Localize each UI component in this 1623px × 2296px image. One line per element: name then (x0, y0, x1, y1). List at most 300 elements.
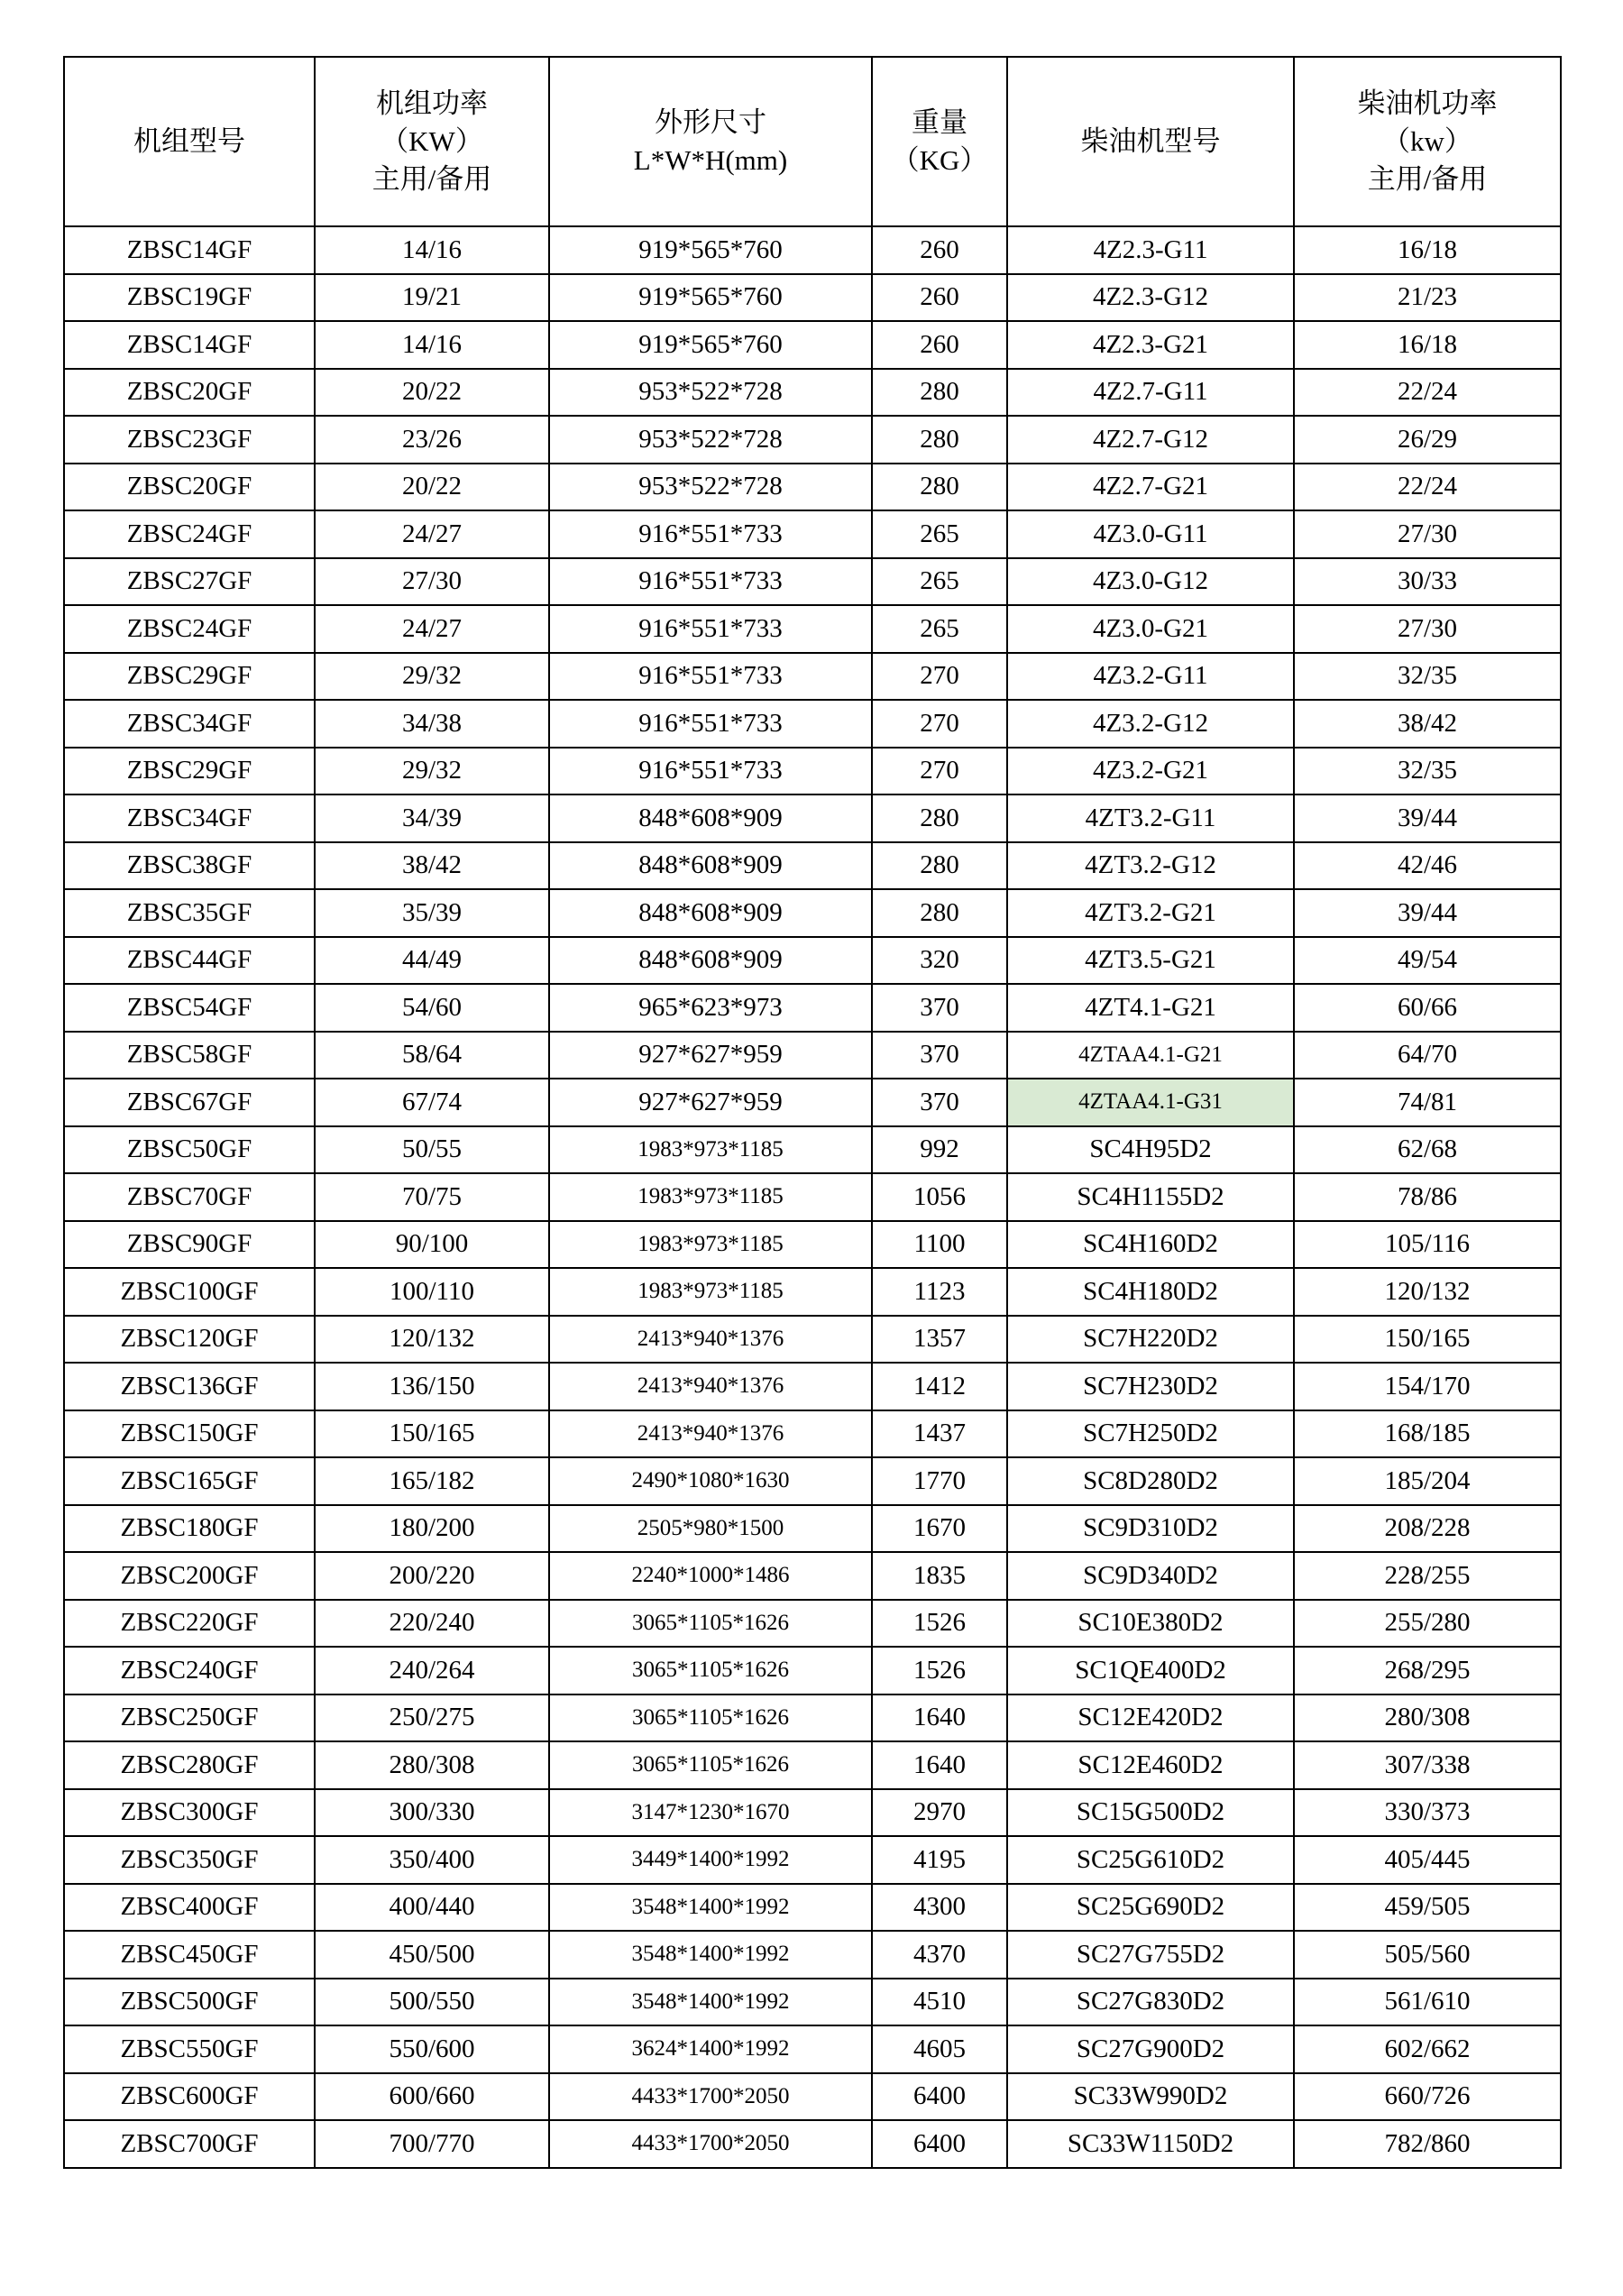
cell-r34-c5: 405/445 (1294, 1836, 1561, 1884)
cell-r20-c5: 78/86 (1294, 1173, 1561, 1221)
cell-r7-c3: 265 (872, 558, 1007, 606)
cell-r3-c3: 280 (872, 369, 1007, 417)
cell-r9-c4: 4Z3.2-G11 (1007, 653, 1294, 701)
cell-r19-c3: 992 (872, 1126, 1007, 1174)
cell-r8-c4: 4Z3.0-G21 (1007, 605, 1294, 653)
cell-r31-c4: SC12E420D2 (1007, 1694, 1294, 1742)
cell-r26-c4: SC8D280D2 (1007, 1457, 1294, 1505)
cell-r17-c5: 64/70 (1294, 1032, 1561, 1079)
cell-r39-c5: 660/726 (1294, 2073, 1561, 2121)
cell-r1-c3: 260 (872, 274, 1007, 322)
cell-r10-c4: 4Z3.2-G12 (1007, 700, 1294, 748)
cell-r32-c5: 307/338 (1294, 1741, 1561, 1789)
cell-r14-c1: 35/39 (315, 889, 549, 937)
cell-r2-c4: 4Z2.3-G21 (1007, 321, 1294, 369)
cell-r28-c1: 200/220 (315, 1552, 549, 1600)
table-row (64, 1836, 1561, 1884)
cell-r32-c2: 3065*1105*1626 (549, 1741, 872, 1789)
cell-r7-c1: 27/30 (315, 558, 549, 606)
cell-r29-c2: 3065*1105*1626 (549, 1600, 872, 1648)
cell-r14-c4: 4ZT3.2-G21 (1007, 889, 1294, 937)
cell-r18-c2: 927*627*959 (549, 1079, 872, 1126)
cell-r7-c0: ZBSC27GF (64, 558, 315, 606)
table-row (64, 1979, 1561, 2026)
cell-r38-c3: 4605 (872, 2025, 1007, 2073)
table-row (64, 1126, 1561, 1174)
cell-r23-c1: 120/132 (315, 1316, 549, 1364)
cell-r11-c3: 270 (872, 748, 1007, 795)
cell-r26-c5: 185/204 (1294, 1457, 1561, 1505)
table-row (64, 937, 1561, 985)
table-row (64, 842, 1561, 890)
cell-r19-c0: ZBSC50GF (64, 1126, 315, 1174)
cell-r25-c5: 168/185 (1294, 1410, 1561, 1458)
cell-r16-c1: 54/60 (315, 984, 549, 1032)
cell-r0-c2: 919*565*760 (549, 226, 872, 274)
column-header-0 (64, 57, 315, 226)
table-row (64, 1600, 1561, 1648)
cell-r33-c3: 2970 (872, 1789, 1007, 1837)
cell-r24-c3: 1412 (872, 1363, 1007, 1410)
table-row (64, 274, 1561, 322)
cell-r10-c2: 916*551*733 (549, 700, 872, 748)
cell-r39-c2: 4433*1700*2050 (549, 2073, 872, 2121)
cell-r21-c2: 1983*973*1185 (549, 1221, 872, 1269)
cell-r6-c2: 916*551*733 (549, 510, 872, 558)
cell-r20-c4: SC4H1155D2 (1007, 1173, 1294, 1221)
cell-r34-c4: SC25G610D2 (1007, 1836, 1294, 1884)
cell-r34-c2: 3449*1400*1992 (549, 1836, 872, 1884)
cell-r7-c5: 30/33 (1294, 558, 1561, 606)
cell-r27-c5: 208/228 (1294, 1505, 1561, 1553)
cell-r10-c1: 34/38 (315, 700, 549, 748)
cell-r1-c4: 4Z2.3-G12 (1007, 274, 1294, 322)
cell-r17-c0: ZBSC58GF (64, 1032, 315, 1079)
table-row (64, 605, 1561, 653)
cell-r28-c0: ZBSC200GF (64, 1552, 315, 1600)
table-row (64, 1410, 1561, 1458)
cell-r39-c1: 600/660 (315, 2073, 549, 2121)
cell-r31-c1: 250/275 (315, 1694, 549, 1742)
cell-r13-c5: 42/46 (1294, 842, 1561, 890)
cell-r12-c0: ZBSC34GF (64, 794, 315, 842)
cell-r2-c0: ZBSC14GF (64, 321, 315, 369)
cell-r5-c2: 953*522*728 (549, 464, 872, 511)
cell-r13-c1: 38/42 (315, 842, 549, 890)
cell-r28-c5: 228/255 (1294, 1552, 1561, 1600)
cell-r13-c0: ZBSC38GF (64, 842, 315, 890)
cell-r23-c4: SC7H220D2 (1007, 1316, 1294, 1364)
cell-r4-c2: 953*522*728 (549, 416, 872, 464)
cell-r33-c5: 330/373 (1294, 1789, 1561, 1837)
cell-r24-c2: 2413*940*1376 (549, 1363, 872, 1410)
table-body (64, 226, 1561, 2168)
table-row (64, 1741, 1561, 1789)
cell-r22-c5: 120/132 (1294, 1268, 1561, 1316)
cell-r33-c1: 300/330 (315, 1789, 549, 1837)
cell-r25-c2: 2413*940*1376 (549, 1410, 872, 1458)
cell-r14-c3: 280 (872, 889, 1007, 937)
cell-r6-c1: 24/27 (315, 510, 549, 558)
cell-r17-c2: 927*627*959 (549, 1032, 872, 1079)
table-row (64, 464, 1561, 511)
cell-r20-c0: ZBSC70GF (64, 1173, 315, 1221)
cell-r11-c4: 4Z3.2-G21 (1007, 748, 1294, 795)
table-row (64, 1363, 1561, 1410)
cell-r16-c4: 4ZT4.1-G21 (1007, 984, 1294, 1032)
cell-r14-c5: 39/44 (1294, 889, 1561, 937)
cell-r2-c2: 919*565*760 (549, 321, 872, 369)
cell-r18-c0: ZBSC67GF (64, 1079, 315, 1126)
table-row (64, 889, 1561, 937)
cell-r24-c4: SC7H230D2 (1007, 1363, 1294, 1410)
cell-r29-c4: SC10E380D2 (1007, 1600, 1294, 1648)
cell-r37-c3: 4510 (872, 1979, 1007, 2026)
cell-r6-c4: 4Z3.0-G11 (1007, 510, 1294, 558)
cell-r25-c4: SC7H250D2 (1007, 1410, 1294, 1458)
cell-r32-c0: ZBSC280GF (64, 1741, 315, 1789)
cell-r8-c0: ZBSC24GF (64, 605, 315, 653)
cell-r1-c1: 19/21 (315, 274, 549, 322)
cell-r4-c4: 4Z2.7-G12 (1007, 416, 1294, 464)
cell-r36-c1: 450/500 (315, 1931, 549, 1979)
cell-r13-c4: 4ZT3.2-G12 (1007, 842, 1294, 890)
column-header-line: （KW） (381, 125, 483, 158)
cell-r37-c2: 3548*1400*1992 (549, 1979, 872, 2026)
cell-r39-c3: 6400 (872, 2073, 1007, 2121)
column-header-line: （KG） (891, 144, 988, 176)
cell-r10-c0: ZBSC34GF (64, 700, 315, 748)
cell-r34-c3: 4195 (872, 1836, 1007, 1884)
column-header-line: L*W*H(mm) (633, 144, 788, 176)
generator-spec-table (63, 56, 1562, 2169)
cell-r30-c0: ZBSC240GF (64, 1647, 315, 1694)
cell-r21-c5: 105/116 (1294, 1221, 1561, 1269)
cell-r4-c0: ZBSC23GF (64, 416, 315, 464)
cell-r30-c2: 3065*1105*1626 (549, 1647, 872, 1694)
cell-r15-c2: 848*608*909 (549, 937, 872, 985)
cell-r16-c0: ZBSC54GF (64, 984, 315, 1032)
cell-r19-c4: SC4H95D2 (1007, 1126, 1294, 1174)
cell-r24-c1: 136/150 (315, 1363, 549, 1410)
cell-r10-c3: 270 (872, 700, 1007, 748)
table-row (64, 510, 1561, 558)
table-row (64, 1079, 1561, 1126)
cell-r9-c1: 29/32 (315, 653, 549, 701)
cell-r12-c3: 280 (872, 794, 1007, 842)
cell-r0-c4: 4Z2.3-G11 (1007, 226, 1294, 274)
column-header-3 (872, 57, 1007, 226)
table-row (64, 1931, 1561, 1979)
cell-r9-c5: 32/35 (1294, 653, 1561, 701)
table-row (64, 1789, 1561, 1837)
cell-r35-c2: 3548*1400*1992 (549, 1884, 872, 1932)
cell-r20-c3: 1056 (872, 1173, 1007, 1221)
cell-r16-c3: 370 (872, 984, 1007, 1032)
table-row (64, 558, 1561, 606)
cell-r35-c5: 459/505 (1294, 1884, 1561, 1932)
cell-r11-c5: 32/35 (1294, 748, 1561, 795)
table-row (64, 1505, 1561, 1553)
cell-r1-c2: 919*565*760 (549, 274, 872, 322)
cell-r23-c5: 150/165 (1294, 1316, 1561, 1364)
cell-r4-c1: 23/26 (315, 416, 549, 464)
cell-r18-c3: 370 (872, 1079, 1007, 1126)
cell-r9-c0: ZBSC29GF (64, 653, 315, 701)
cell-r36-c2: 3548*1400*1992 (549, 1931, 872, 1979)
cell-r30-c3: 1526 (872, 1647, 1007, 1694)
cell-r36-c4: SC27G755D2 (1007, 1931, 1294, 1979)
cell-r4-c3: 280 (872, 416, 1007, 464)
cell-r5-c3: 280 (872, 464, 1007, 511)
cell-r34-c0: ZBSC350GF (64, 1836, 315, 1884)
cell-r33-c4: SC15G500D2 (1007, 1789, 1294, 1837)
cell-r37-c5: 561/610 (1294, 1979, 1561, 2026)
cell-r35-c0: ZBSC400GF (64, 1884, 315, 1932)
cell-highlighted: 4ZTAA4.1-G31 (1007, 1079, 1294, 1126)
cell-r16-c2: 965*623*973 (549, 984, 872, 1032)
cell-r37-c1: 500/550 (315, 1979, 549, 2026)
cell-r5-c5: 22/24 (1294, 464, 1561, 511)
cell-r14-c0: ZBSC35GF (64, 889, 315, 937)
table-row (64, 1884, 1561, 1932)
cell-r22-c0: ZBSC100GF (64, 1268, 315, 1316)
column-header-2 (549, 57, 872, 226)
cell-r24-c5: 154/170 (1294, 1363, 1561, 1410)
cell-r36-c3: 4370 (872, 1931, 1007, 1979)
cell-r7-c2: 916*551*733 (549, 558, 872, 606)
cell-r17-c4: 4ZTAA4.1-G21 (1007, 1032, 1294, 1079)
cell-r28-c2: 2240*1000*1486 (549, 1552, 872, 1600)
cell-r9-c3: 270 (872, 653, 1007, 701)
cell-r21-c4: SC4H160D2 (1007, 1221, 1294, 1269)
cell-r22-c1: 100/110 (315, 1268, 549, 1316)
column-header-line: （kw） (1382, 125, 1472, 158)
cell-r38-c1: 550/600 (315, 2025, 549, 2073)
column-header-line: 重量 (912, 106, 967, 139)
cell-r35-c3: 4300 (872, 1884, 1007, 1932)
cell-r34-c1: 350/400 (315, 1836, 549, 1884)
cell-r35-c1: 400/440 (315, 1884, 549, 1932)
cell-r2-c1: 14/16 (315, 321, 549, 369)
cell-r16-c5: 60/66 (1294, 984, 1561, 1032)
column-header-line: 机组功率 (376, 87, 488, 120)
cell-r27-c1: 180/200 (315, 1505, 549, 1553)
column-header-5 (1294, 57, 1561, 226)
cell-r40-c1: 700/770 (315, 2120, 549, 2168)
cell-r36-c0: ZBSC450GF (64, 1931, 315, 1979)
cell-r6-c3: 265 (872, 510, 1007, 558)
table-row (64, 2120, 1561, 2168)
cell-r15-c4: 4ZT3.5-G21 (1007, 937, 1294, 985)
table-row (64, 1173, 1561, 1221)
cell-r2-c5: 16/18 (1294, 321, 1561, 369)
cell-r7-c4: 4Z3.0-G12 (1007, 558, 1294, 606)
cell-r3-c0: ZBSC20GF (64, 369, 315, 417)
cell-r21-c1: 90/100 (315, 1221, 549, 1269)
cell-r40-c0: ZBSC700GF (64, 2120, 315, 2168)
cell-r22-c3: 1123 (872, 1268, 1007, 1316)
cell-r12-c5: 39/44 (1294, 794, 1561, 842)
table-row (64, 1032, 1561, 1079)
cell-r38-c4: SC27G900D2 (1007, 2025, 1294, 2073)
column-header-line: 外形尺寸 (655, 106, 766, 139)
cell-r18-c1: 67/74 (315, 1079, 549, 1126)
cell-r19-c5: 62/68 (1294, 1126, 1561, 1174)
cell-r30-c4: SC1QE400D2 (1007, 1647, 1294, 1694)
cell-r18-c5: 74/81 (1294, 1079, 1561, 1126)
cell-r15-c0: ZBSC44GF (64, 937, 315, 985)
cell-r10-c5: 38/42 (1294, 700, 1561, 748)
cell-r28-c4: SC9D340D2 (1007, 1552, 1294, 1600)
cell-r27-c4: SC9D310D2 (1007, 1505, 1294, 1553)
cell-r38-c0: ZBSC550GF (64, 2025, 315, 2073)
cell-r33-c0: ZBSC300GF (64, 1789, 315, 1837)
column-header-line: 机组型号 (133, 125, 245, 158)
cell-r37-c0: ZBSC500GF (64, 1979, 315, 2026)
cell-r0-c1: 14/16 (315, 226, 549, 274)
cell-r6-c0: ZBSC24GF (64, 510, 315, 558)
cell-r40-c5: 782/860 (1294, 2120, 1561, 2168)
cell-r27-c3: 1670 (872, 1505, 1007, 1553)
cell-r17-c1: 58/64 (315, 1032, 549, 1079)
cell-r39-c0: ZBSC600GF (64, 2073, 315, 2121)
cell-r23-c0: ZBSC120GF (64, 1316, 315, 1364)
cell-r27-c0: ZBSC180GF (64, 1505, 315, 1553)
cell-r12-c1: 34/39 (315, 794, 549, 842)
cell-r0-c3: 260 (872, 226, 1007, 274)
cell-r13-c2: 848*608*909 (549, 842, 872, 890)
cell-r27-c2: 2505*980*1500 (549, 1505, 872, 1553)
column-header-line: 主用/备用 (1367, 162, 1488, 195)
cell-r38-c2: 3624*1400*1992 (549, 2025, 872, 2073)
column-header-1 (315, 57, 549, 226)
cell-r35-c4: SC25G690D2 (1007, 1884, 1294, 1932)
cell-r3-c2: 953*522*728 (549, 369, 872, 417)
table-row (64, 1552, 1561, 1600)
cell-r25-c1: 150/165 (315, 1410, 549, 1458)
cell-r21-c0: ZBSC90GF (64, 1221, 315, 1269)
cell-r40-c3: 6400 (872, 2120, 1007, 2168)
column-header-4 (1007, 57, 1294, 226)
cell-r31-c3: 1640 (872, 1694, 1007, 1742)
cell-r24-c0: ZBSC136GF (64, 1363, 315, 1410)
cell-r28-c3: 1835 (872, 1552, 1007, 1600)
cell-r11-c0: ZBSC29GF (64, 748, 315, 795)
cell-r5-c4: 4Z2.7-G21 (1007, 464, 1294, 511)
cell-r6-c5: 27/30 (1294, 510, 1561, 558)
cell-r32-c1: 280/308 (315, 1741, 549, 1789)
cell-r8-c5: 27/30 (1294, 605, 1561, 653)
table-row (64, 700, 1561, 748)
cell-r1-c0: ZBSC19GF (64, 274, 315, 322)
table-row (64, 226, 1561, 274)
table-row (64, 1694, 1561, 1742)
cell-r29-c0: ZBSC220GF (64, 1600, 315, 1648)
cell-r23-c3: 1357 (872, 1316, 1007, 1364)
cell-r31-c0: ZBSC250GF (64, 1694, 315, 1742)
cell-r31-c5: 280/308 (1294, 1694, 1561, 1742)
header-row (64, 57, 1561, 226)
cell-r15-c3: 320 (872, 937, 1007, 985)
cell-r20-c2: 1983*973*1185 (549, 1173, 872, 1221)
cell-r32-c3: 1640 (872, 1741, 1007, 1789)
table-row (64, 748, 1561, 795)
cell-r13-c3: 280 (872, 842, 1007, 890)
cell-r0-c5: 16/18 (1294, 226, 1561, 274)
cell-r19-c2: 1983*973*1185 (549, 1126, 872, 1174)
cell-r39-c4: SC33W990D2 (1007, 2073, 1294, 2121)
table-row (64, 1268, 1561, 1316)
cell-r3-c5: 22/24 (1294, 369, 1561, 417)
table-row (64, 2073, 1561, 2121)
cell-r26-c1: 165/182 (315, 1457, 549, 1505)
cell-r37-c4: SC27G830D2 (1007, 1979, 1294, 2026)
cell-r22-c2: 1983*973*1185 (549, 1268, 872, 1316)
cell-r3-c1: 20/22 (315, 369, 549, 417)
cell-r33-c2: 3147*1230*1670 (549, 1789, 872, 1837)
cell-r19-c1: 50/55 (315, 1126, 549, 1174)
table-row (64, 1221, 1561, 1269)
cell-r29-c3: 1526 (872, 1600, 1007, 1648)
cell-r1-c5: 21/23 (1294, 274, 1561, 322)
cell-r3-c4: 4Z2.7-G11 (1007, 369, 1294, 417)
cell-r15-c1: 44/49 (315, 937, 549, 985)
cell-r20-c1: 70/75 (315, 1173, 549, 1221)
table-row (64, 653, 1561, 701)
cell-r25-c0: ZBSC150GF (64, 1410, 315, 1458)
cell-r22-c4: SC4H180D2 (1007, 1268, 1294, 1316)
table-row (64, 1647, 1561, 1694)
cell-r5-c1: 20/22 (315, 464, 549, 511)
cell-r21-c3: 1100 (872, 1221, 1007, 1269)
column-header-line: 主用/备用 (371, 162, 492, 195)
cell-r8-c3: 265 (872, 605, 1007, 653)
cell-r29-c5: 255/280 (1294, 1600, 1561, 1648)
cell-r17-c3: 370 (872, 1032, 1007, 1079)
table-row (64, 2025, 1561, 2073)
table-row (64, 416, 1561, 464)
cell-r26-c0: ZBSC165GF (64, 1457, 315, 1505)
cell-r12-c2: 848*608*909 (549, 794, 872, 842)
cell-r23-c2: 2413*940*1376 (549, 1316, 872, 1364)
cell-r29-c1: 220/240 (315, 1600, 549, 1648)
cell-r8-c1: 24/27 (315, 605, 549, 653)
cell-r9-c2: 916*551*733 (549, 653, 872, 701)
cell-r36-c5: 505/560 (1294, 1931, 1561, 1979)
cell-r26-c2: 2490*1080*1630 (549, 1457, 872, 1505)
cell-r40-c2: 4433*1700*2050 (549, 2120, 872, 2168)
cell-r40-c4: SC33W1150D2 (1007, 2120, 1294, 2168)
cell-r2-c3: 260 (872, 321, 1007, 369)
cell-r31-c2: 3065*1105*1626 (549, 1694, 872, 1742)
cell-r38-c5: 602/662 (1294, 2025, 1561, 2073)
cell-r5-c0: ZBSC20GF (64, 464, 315, 511)
cell-r26-c3: 1770 (872, 1457, 1007, 1505)
table-row (64, 321, 1561, 369)
table-row (64, 794, 1561, 842)
column-header-line: 柴油机型号 (1080, 125, 1221, 158)
cell-r11-c1: 29/32 (315, 748, 549, 795)
cell-r12-c4: 4ZT3.2-G11 (1007, 794, 1294, 842)
table-row (64, 369, 1561, 417)
column-header-line: 柴油机功率 (1357, 87, 1498, 120)
cell-r14-c2: 848*608*909 (549, 889, 872, 937)
cell-r15-c5: 49/54 (1294, 937, 1561, 985)
cell-r25-c3: 1437 (872, 1410, 1007, 1458)
cell-r11-c2: 916*551*733 (549, 748, 872, 795)
cell-r0-c0: ZBSC14GF (64, 226, 315, 274)
